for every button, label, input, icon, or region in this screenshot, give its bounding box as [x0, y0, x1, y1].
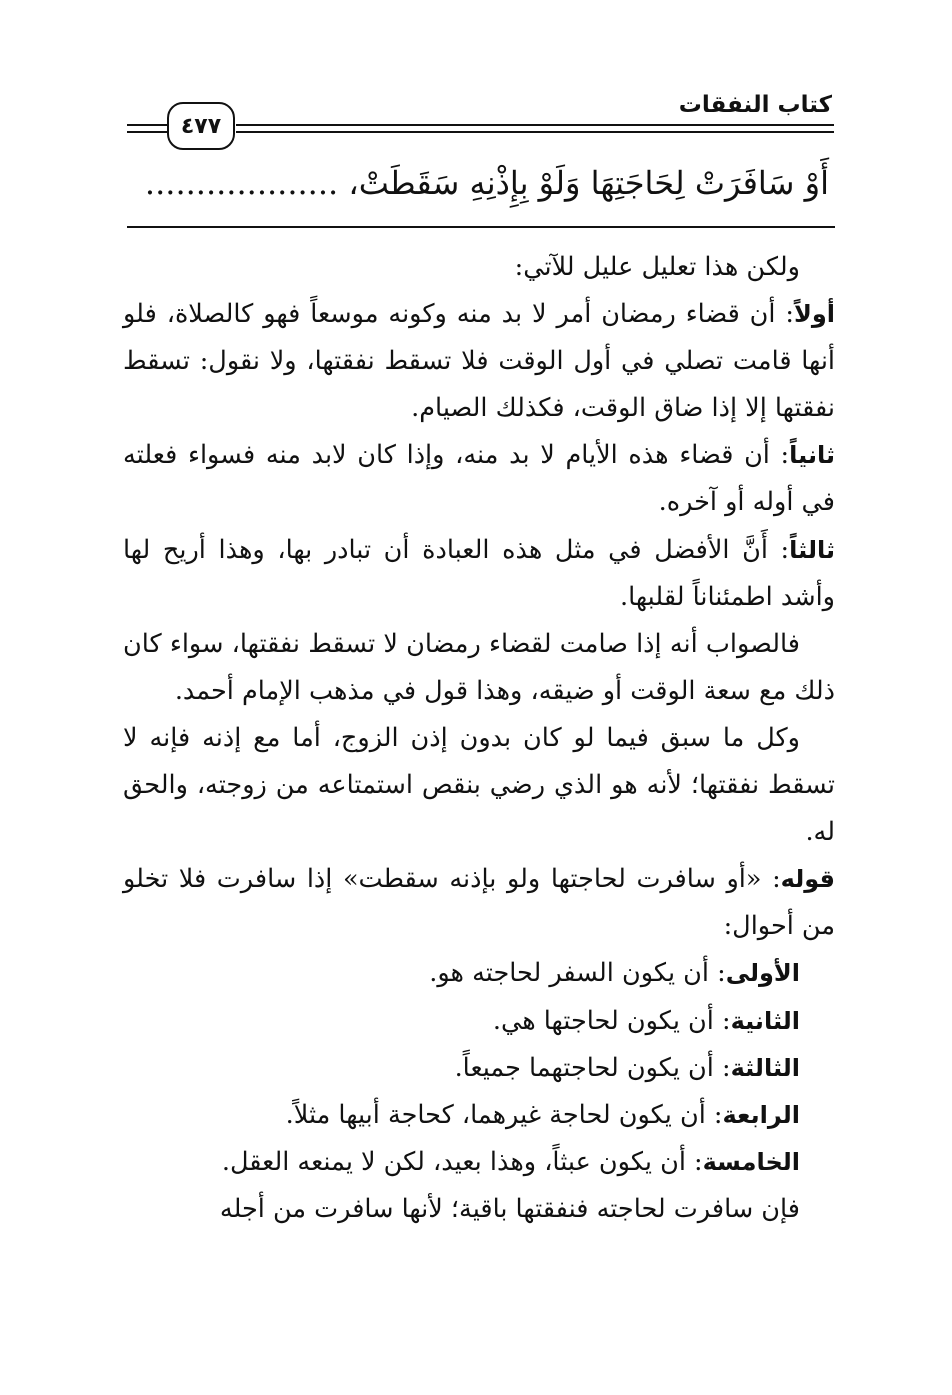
matn-text: أَوْ سَافَرَتْ لِحَاجَتِهَا وَلَوْ بِإِذْنِهِ سَقَطَتْ،: [348, 164, 829, 202]
header-rule-right: [236, 124, 834, 133]
header-rule-left: [127, 124, 167, 133]
paragraph: ولكن هذا تعليل عليل للآتي:: [514, 252, 800, 282]
matn-dots: ...................: [144, 164, 339, 202]
closing-line: فإن سافرت لحاجته فنفقتها باقية؛ لأنها سافرت من أجله: [219, 1193, 800, 1224]
matn-separator: [127, 226, 835, 228]
case-lead: الخامسة: [702, 1147, 800, 1176]
case-lead: الثالثة: [730, 1053, 800, 1082]
paragraph-lead: قوله: [780, 865, 835, 894]
paragraph: قوله: «أو سافرت لحاجتها ولو بإذنه سقطت» إذا سافرت فلا تخلو من أحوال:: [123, 864, 835, 942]
paragraph-lead: أولاً: [793, 300, 835, 329]
case-item: الثانية: أن يكون لحاجتها هي.: [492, 1005, 800, 1036]
case-lead: الأولى: [725, 959, 800, 988]
case-item: الأولى: أن يكون السفر لحاجته هو.: [429, 958, 800, 989]
paragraph: ثانياً: أن قضاء هذه الأيام لا بد منه، وإذا كان لابد منه فسواء فعلته في أوله أو آخره.: [123, 440, 835, 518]
paragraph: وكل ما سبق فيما لو كان بدون إذن الزوج، أما مع إذنه فإنه لا تسقط نفقتها؛ لأنه هو الذي رضي بنقص استمتاعه من زوجته، والحق له.: [123, 722, 835, 848]
paragraph-lead: ثالثاً: [789, 535, 835, 564]
case-lead: الرابعة: [722, 1100, 800, 1129]
case-item: الثالثة: أن يكون لحاجتهما جميعاً.: [454, 1052, 800, 1083]
running-header-title: كتاب النفقات: [678, 92, 832, 118]
case-item: الرابعة: أن يكون لحاجة غيرهما، كحاجة أبيها مثلاً.: [285, 1099, 800, 1130]
paragraph: فالصواب أنه إذا صامت لقضاء رمضان لا تسقط نفقتها، سواء كان ذلك مع سعة الوقت أو ضيقه، وهذا قول في مذهب الإمام أحمد.: [123, 628, 835, 706]
case-lead: الثانية: [730, 1006, 800, 1035]
matn-line: [124, 150, 829, 216]
paragraph: ثالثاً: أَنَّ الأفضل في مثل هذه العبادة أن تبادر بها، وهذا أريح لها وأشد اطمئناناً لقلبها.: [123, 534, 835, 612]
commentary-body: [123, 244, 835, 1233]
page-number: ٤٧٧: [180, 113, 222, 139]
paragraph: أولاً: أن قضاء رمضان أمر لا بد منه وكونه موسعاً فهو كالصلاة، فلو أنها قامت تصلي في أول الوقت فلا تسقط نفقتها، ولا نقول: تسقط نفقتها إلا إذا ضاق الوقت، فكذلك الصيام.: [123, 299, 835, 424]
paragraph-lead: ثانياً: [789, 441, 835, 470]
page-number-badge: [167, 102, 235, 150]
case-item: الخامسة: أن يكون عبثاً، وهذا بعيد، لكن لا يمنعه العقل.: [221, 1146, 800, 1177]
